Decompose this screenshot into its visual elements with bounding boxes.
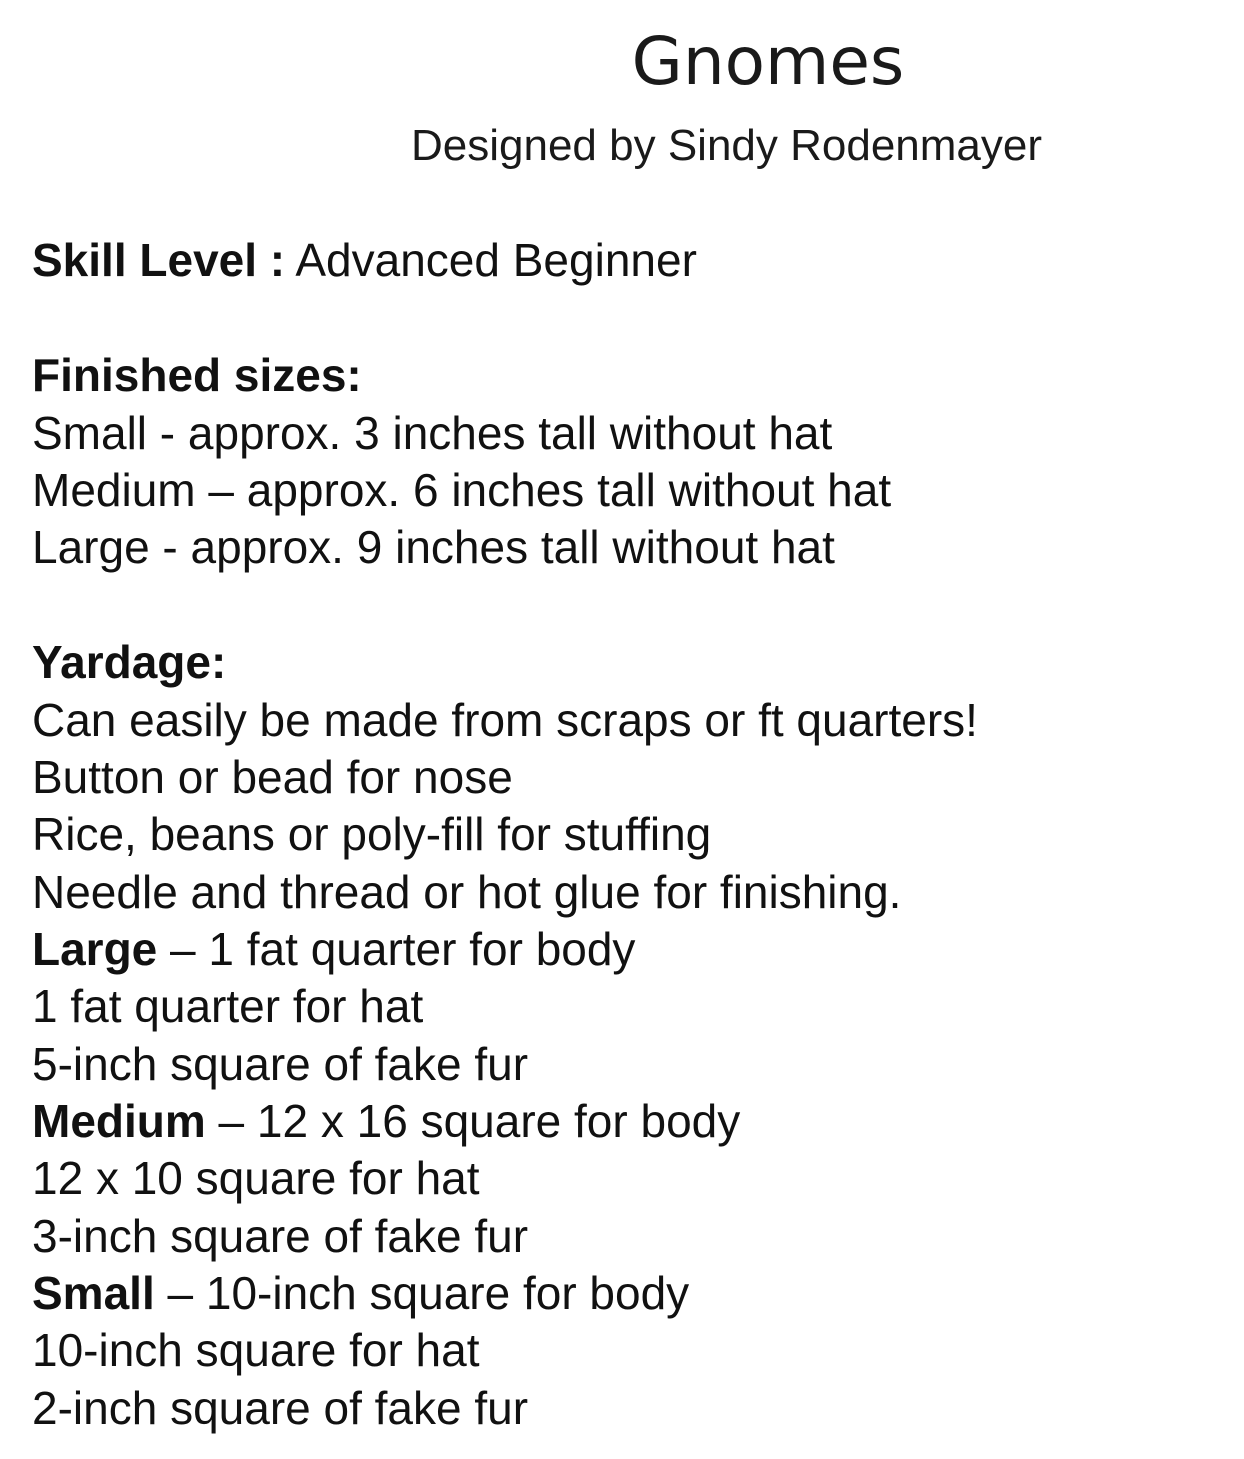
skill-level-line	[32, 232, 697, 288]
medium-size-label: Medium	[32, 1095, 206, 1147]
large-size-body-line	[32, 921, 635, 977]
medium-size-body-line	[32, 1093, 740, 1149]
small-size-hat: 10-inch square for hat	[32, 1324, 480, 1376]
small-size-body-line	[32, 1265, 689, 1321]
medium-size-hat: 12 x 10 square for hat	[32, 1152, 480, 1204]
large-size-hat: 1 fat quarter for hat	[32, 980, 424, 1032]
small-size-label: Small	[32, 1267, 155, 1319]
skill-level-label: Skill Level :	[32, 234, 286, 286]
skill-level-value: Advanced Beginner	[295, 234, 697, 286]
yardage-item: Button or bead for nose	[32, 751, 513, 803]
medium-size-fur: 3-inch square of fake fur	[32, 1210, 529, 1262]
finished-size-medium: Medium – approx. 6 inches tall without hat	[32, 464, 892, 516]
yardage-item: Needle and thread or hot glue for finishing.	[32, 866, 902, 918]
medium-size-body: – 12 x 16 square for body	[205, 1095, 741, 1147]
yardage-item: Can easily be made from scraps or ft quarters!	[32, 694, 978, 746]
large-size-fur: 5-inch square of fake fur	[32, 1038, 529, 1090]
small-size-fur: 2-inch square of fake fur	[32, 1382, 529, 1434]
yardage-item: Rice, beans or poly-fill for stuffing	[32, 808, 712, 860]
yardage-heading: Yardage:	[32, 636, 227, 688]
finished-size-large: Large - approx. 9 inches tall without hat	[32, 521, 835, 573]
page-title: Gnomes	[631, 23, 905, 100]
designer-byline: Designed by Sindy Rodenmayer	[411, 121, 1043, 170]
large-size-body: – 1 fat quarter for body	[157, 923, 636, 975]
small-size-body: – 10-inch square for body	[154, 1267, 690, 1319]
large-size-label: Large	[32, 923, 158, 975]
finished-size-small: Small - approx. 3 inches tall without hat	[32, 407, 833, 459]
finished-sizes-heading: Finished sizes:	[32, 349, 362, 401]
